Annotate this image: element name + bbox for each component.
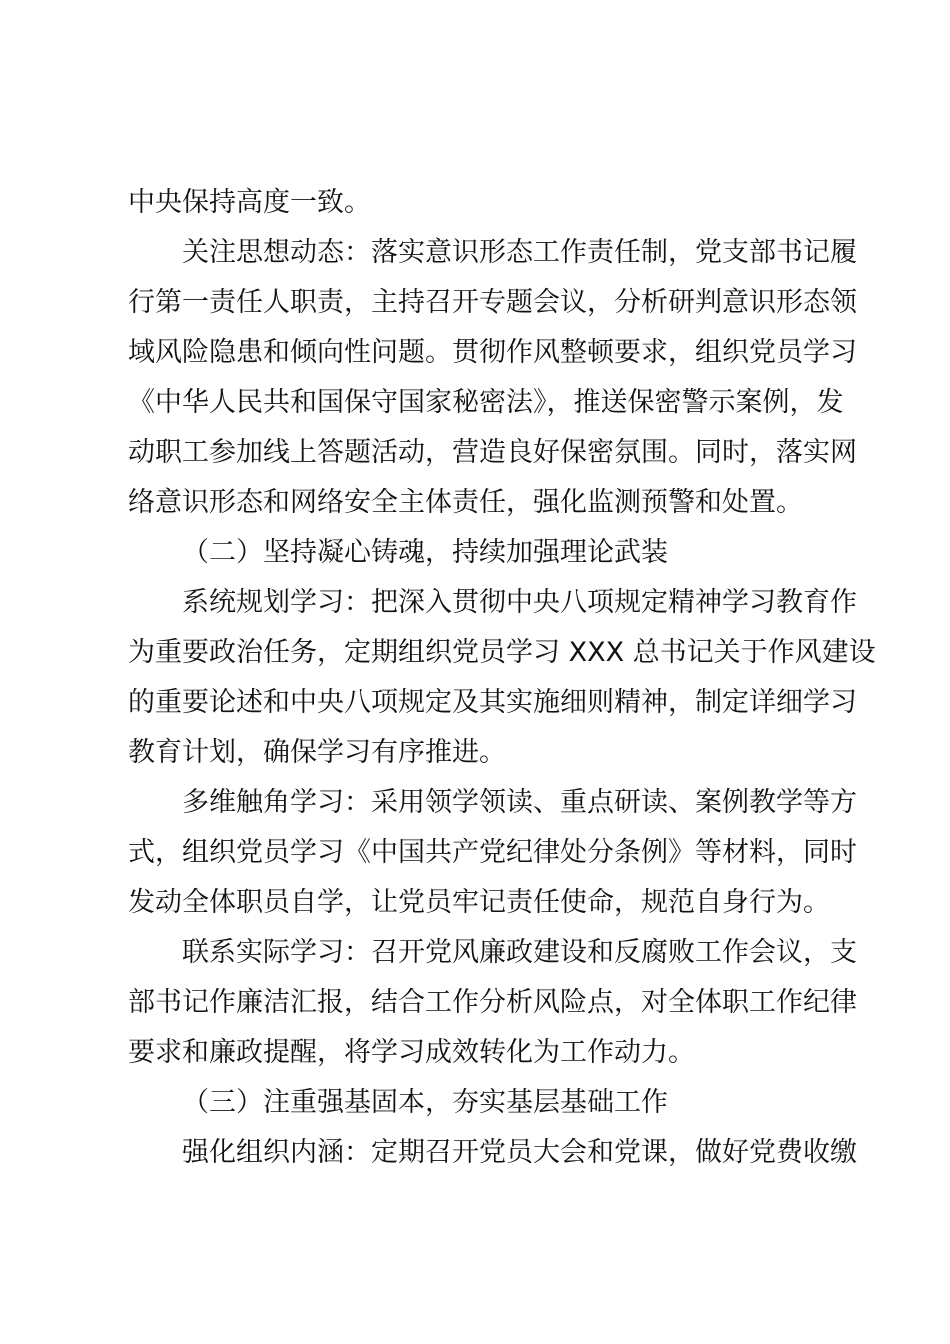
text-line: 为重要政治任务，定期组织党员学习 XXX 总书记关于作风建设 bbox=[128, 637, 876, 668]
text-line: 式，组织党员学习《中国共产党纪律处分条例》等材料，同时 bbox=[128, 837, 857, 868]
document-body bbox=[128, 178, 876, 1178]
text-line: 发动全体职员自学，让党员牢记责任使命，规范自身行为。 bbox=[128, 887, 830, 918]
text-line: 行第一责任人职责，主持召开专题会议，分析研判意识形态领 bbox=[128, 287, 857, 318]
text-line: 动职工参加线上答题活动，营造良好保密氛围。同时，落实网 bbox=[128, 437, 857, 468]
text-line: 教育计划，确保学习有序推进。 bbox=[128, 737, 506, 768]
text-line: 《中华人民共和国保守国家秘密法》，推送保密警示案例，发 bbox=[128, 387, 844, 418]
section-heading: （二）坚持凝心铸魂，持续加强理论武装 bbox=[182, 537, 668, 568]
paragraph-line: 多维触角学习：采用领学领读、重点研读、案例教学等方 bbox=[182, 787, 857, 818]
text-line: 部书记作廉洁汇报，结合工作分析风险点，对全体职工作纪律 bbox=[128, 987, 857, 1018]
section-heading: （三）注重强基固本，夯实基层基础工作 bbox=[182, 1087, 668, 1118]
text-line: 域风险隐患和倾向性问题。贯彻作风整顿要求，组织党员学习 bbox=[128, 337, 857, 368]
paragraph-line: 强化组织内涵：定期召开党员大会和党课，做好党费收缴 bbox=[182, 1137, 857, 1168]
text-line: 要求和廉政提醒，将学习成效转化为工作动力。 bbox=[128, 1037, 695, 1068]
paragraph-line: 系统规划学习：把深入贯彻中央八项规定精神学习教育作 bbox=[182, 587, 857, 618]
paragraph-line: 联系实际学习：召开党风廉政建设和反腐败工作会议，支 bbox=[182, 937, 857, 968]
paragraph-line: 关注思想动态：落实意识形态工作责任制，党支部书记履 bbox=[182, 237, 857, 268]
text-line: 的重要论述和中央八项规定及其实施细则精神，制定详细学习 bbox=[128, 687, 857, 718]
text-line: 中央保持高度一致。 bbox=[128, 187, 371, 218]
text-line: 络意识形态和网络安全主体责任，强化监测预警和处置。 bbox=[128, 487, 803, 518]
